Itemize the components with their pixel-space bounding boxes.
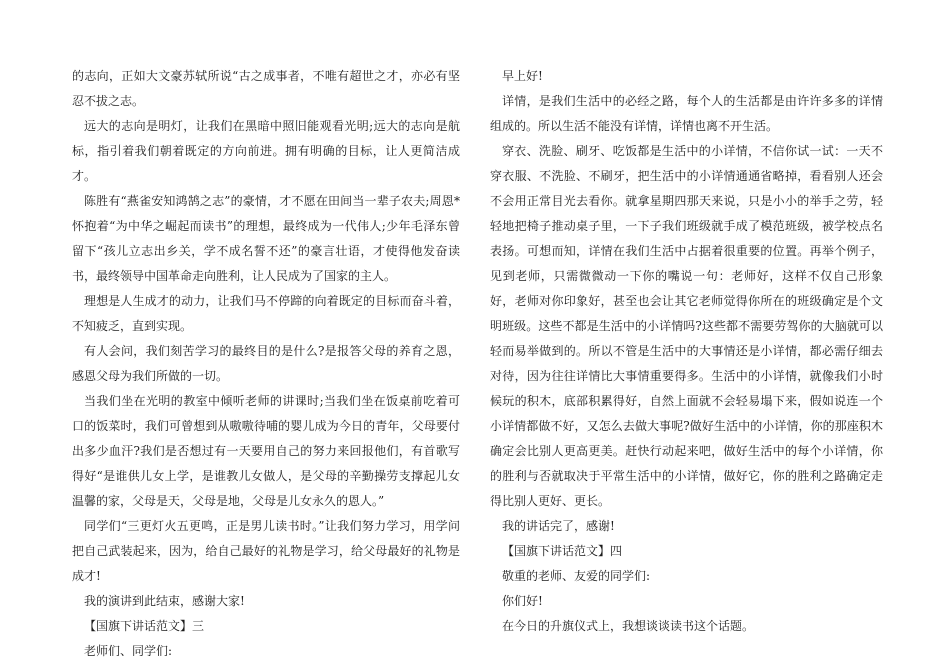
section-heading: 【国旗下讲话范文】四 [502,544,623,558]
closing-line: 我的讲话完了，感谢! [502,519,615,533]
paragraph: 在今日的升旗仪式上，我想谈谈读书这个话题。 [502,619,755,633]
greeting: 你们好! [502,594,543,608]
salutation: 老师们、同学们: [84,644,173,658]
left-text-column [72,64,460,664]
paragraph: 详情，是我们生活中的必经之路，每个人的生活都是由许许多多的详情组成的。所以生活不能没有详情，详情也离不开生活。 [490,94,883,133]
paragraph: 的志向，正如大文豪苏轼所说“古之成事者，不唯有超世之才，亦必有坚忍不拔之志。 [72,69,460,108]
paragraph: 当我们坐在光明的教室中倾听老师的讲课时;当我们坐在饭桌前吃着可口的饭菜时，我们可曾想到从嗷嗷待哺的婴儿成为今日的青年，父母要付出多少血汗?我们是否想过有一天要用自己的努力来回报他们，有首歌写得好“是谁供儿女上学，是谁教儿女做人，是父母的辛勤操劳支撑起儿女温馨的家，父母是天，父母是地，父母是儿女永久的恩人。” [72,394,460,508]
paragraph: 陈胜有“燕雀安知鸿鹄之志”的豪情，才不愿在田间当一辈子农夫;周恩*怀抱着“为中华之崛起而读书”的理想，最终成为一代伟人;少年毛泽东曾留下“孩儿立志出乡关，学不成名誓不还”的豪言壮语，才使得他发奋读书，最终领导中国革命走向胜利，让人民成为了国家的主人。 [72,194,460,283]
greeting: 早上好! [502,69,543,83]
paragraph: 穿衣、洗脸、刷牙、吃饭都是生活中的小详情，不信你试一试：一天不穿衣服、不洗脸、不刷牙，把生活中的小详情通通省略掉，看看别人还会不会用正常目光去看你。就拿星期四那天来说，只是小小的举手之劳，轻轻地把椅子推动桌子里，一下子我们班级就手成了模范班级，被学校点名表扬。可想而知，详情在我们生活中占据着很重要的位置。再举个例子，见到老师，只需微微动一下你的嘴说一句：老师好，这样不仅自己形象好，老师对你印象好，甚至也会让其它老师觉得你所在的班级确定是个文明班级。这些不都是生活中的小详情吗?这些都不需要劳驾你的大脑就可以轻而易举做到的。所以不管是生活中的大事情还是小详情，都必需仔细去对待，因为往往详情比大事情重要得多。生活中的小详情，就像我们小时候玩的积木，底部积累得好，自然上面就不会轻易塌下来，假如说连一个小详情都做不好，又怎么去做大事呢?做好生活中的小详情，你的那座积木确定会比别人更高更美。赶快行动起来吧，做好生活中的每个小详情，你的胜利与否就取决于平常生活中的小详情，做好它，你的胜利之路确定走得比别人更好、更长。 [490,144,883,508]
section-heading: 【国旗下讲话范文】三 [84,619,205,633]
paragraph: 同学们“三更灯火五更鸣，正是男儿读书时。”让我们努力学习，用学问把自己武装起来，因为，给自己最好的礼物是学习，给父母最好的礼物是成才! [72,519,460,583]
paragraph: 有人会问，我们刻苦学习的最终目的是什么?是报答父母的养育之恩，感恩父母为我们所做的一切。 [72,344,460,383]
closing-line: 我的演讲到此结束，感谢大家! [84,594,245,608]
paragraph: 远大的志向是明灯，让我们在黑暗中照旧能观看光明;远大的志向是航标，指引着我们朝着既定的方向前进。拥有明确的目标，让人更简洁成才。 [72,119,460,183]
right-text-column [490,64,883,639]
salutation: 敬重的老师、友爱的同学们: [502,569,651,583]
paragraph: 理想是人生成才的动力，让我们马不停蹄的向着既定的目标而奋斗着，不知疲乏，直到实现。 [72,294,460,333]
